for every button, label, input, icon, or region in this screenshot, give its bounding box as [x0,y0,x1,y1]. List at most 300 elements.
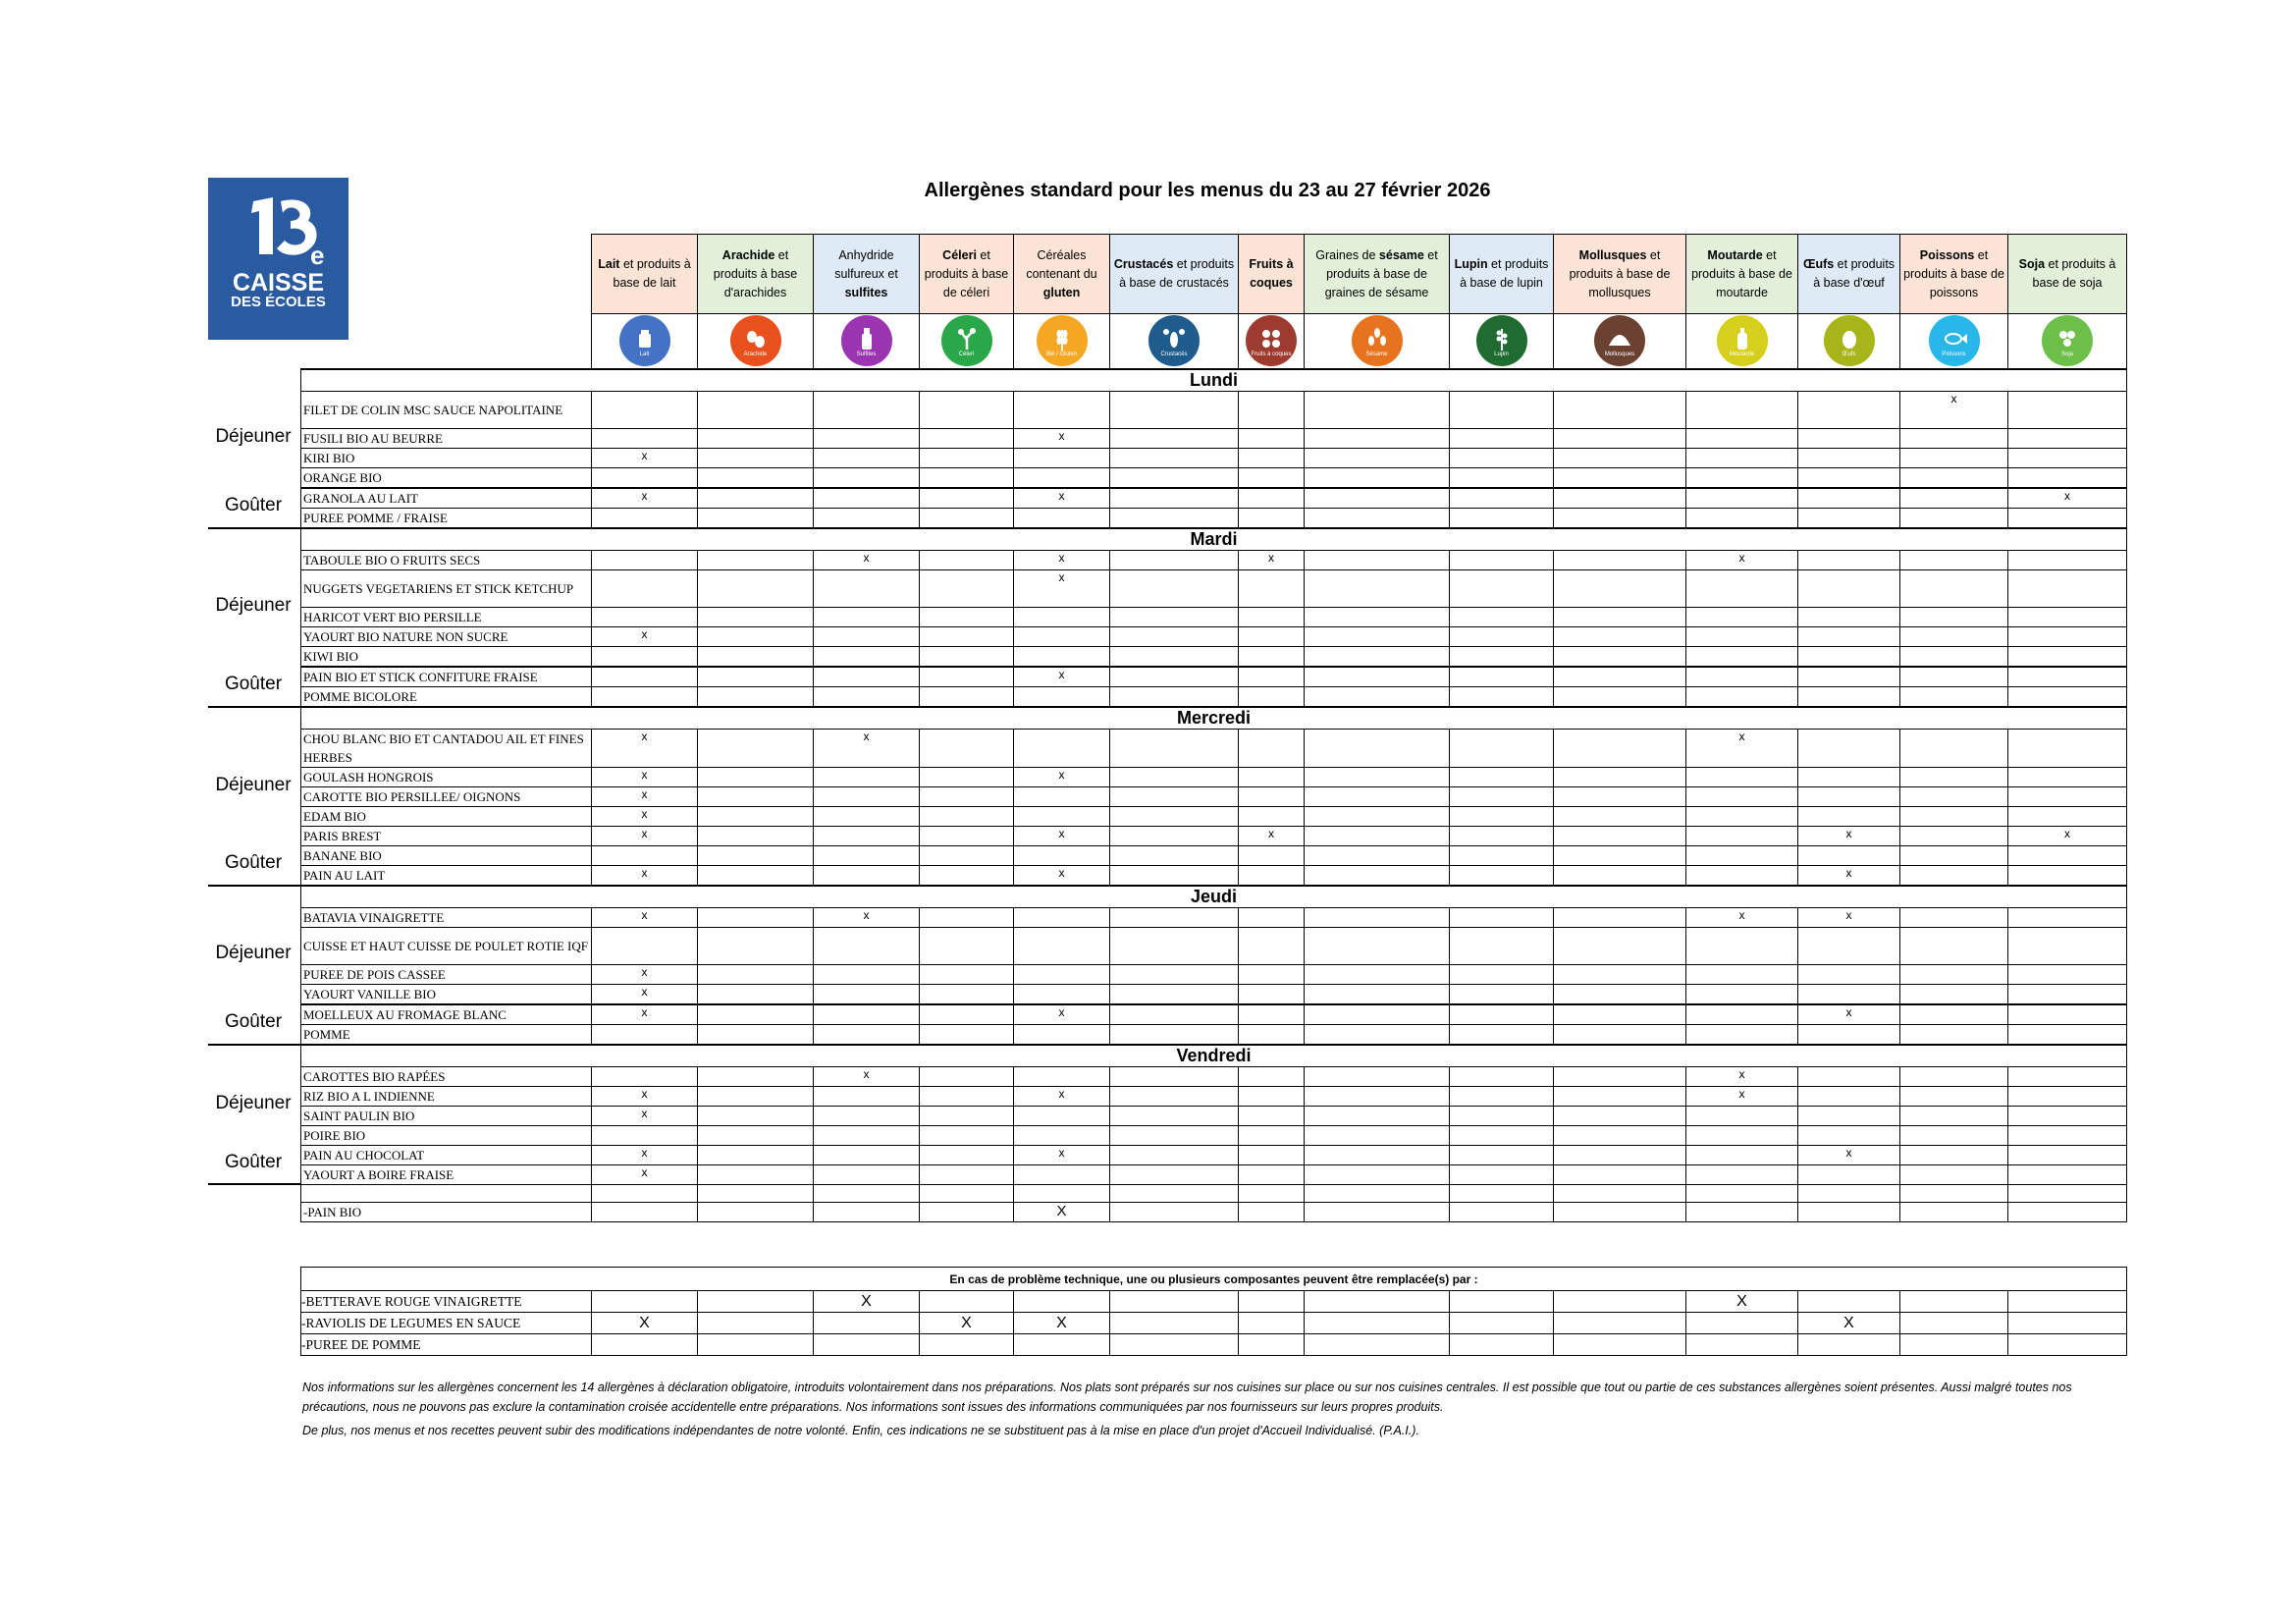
empty-cell [920,646,1014,667]
empty-cell [814,1313,920,1334]
empty-cell [1305,767,1450,786]
empty-cell [1305,1334,1450,1356]
empty-cell [1110,845,1239,865]
allergen-mark-poissons: x [1900,391,2008,428]
empty-cell [698,984,814,1004]
empty-cell [1014,1024,1110,1045]
allergen-icon-cell-mollusques [1554,314,1686,369]
table-row [301,391,2127,428]
empty-cell [814,1145,920,1164]
empty-cell [1900,467,2008,488]
empty-cell [814,646,920,667]
empty-cell [1014,907,1110,927]
empty-cell [592,686,698,707]
table-row [301,806,2127,826]
empty-cell [698,927,814,964]
day-header-row [301,528,2127,551]
menu-item-label: PUREE DE POIS CASSEE [301,964,592,984]
logo-line2: DES ÉCOLES [231,294,326,310]
empty-cell [920,1291,1014,1313]
empty-cell [1554,488,1686,509]
empty-cell [1554,448,1686,467]
allergen-header-sulfites [814,235,920,314]
empty-cell [814,826,920,845]
empty-cell [1239,1024,1305,1045]
allergen-mark-gluten: x [1014,569,1110,607]
empty-cell [1900,1313,2008,1334]
allergen-post: et produits à base d'œuf [1813,257,1896,290]
empty-cell [698,1334,814,1356]
empty-cell [1900,488,2008,509]
allergen-icon-cell-oeufs [1798,314,1900,369]
empty-cell [1014,391,1110,428]
empty-cell [2008,1291,2127,1313]
allergen-name: Crustacés [1113,257,1174,271]
table-row [301,448,2127,467]
table-row [301,767,2127,786]
empty-cell [1239,927,1305,964]
empty-cell [1798,550,1900,569]
allergen-name: Œufs [1802,257,1835,271]
empty-cell [2008,1145,2127,1164]
allergen-name: Moutarde [1707,247,1763,262]
empty-cell [1305,927,1450,964]
empty-cell [1450,1024,1554,1045]
empty-cell [1239,1066,1305,1086]
empty-cell [1900,1086,2008,1106]
empty-cell [1686,428,1798,448]
empty-cell [814,569,920,607]
empty-cell [1900,767,2008,786]
icon-label: Mollusques [1604,351,1635,357]
allergen-header-lait [592,235,698,314]
empty-cell [698,467,814,488]
empty-cell [1239,448,1305,467]
empty-cell [1239,1106,1305,1125]
empty-cell [1110,1291,1239,1313]
empty-cell [1450,1313,1554,1334]
empty-cell [698,729,814,767]
empty-cell [698,1313,814,1334]
icon-label: Arachide [743,351,768,357]
empty-cell [1110,1086,1239,1106]
empty-cell [1239,786,1305,806]
empty-cell [698,1024,814,1045]
allergen-mark-lait: x [592,1164,698,1184]
empty-cell [592,1202,698,1221]
allergen-header-fruits_coques [1239,235,1305,314]
allergen-mark-lait: x [592,806,698,826]
empty-cell [1900,865,2008,886]
empty-cell [1305,686,1450,707]
empty-cell [920,607,1014,626]
allergen-mark-lait: x [592,1004,698,1025]
empty-cell [1110,391,1239,428]
empty-cell [814,1024,920,1045]
empty-cell [698,1125,814,1145]
icon-label: Moutarde [1729,351,1755,357]
allergen-header-crustaces [1110,235,1239,314]
empty-cell [2008,1164,2127,1184]
empty-cell [1450,964,1554,984]
empty-cell [920,1024,1014,1045]
empty-cell [1900,667,2008,687]
empty-cell [920,845,1014,865]
menu-item-label: PARIS BREST [301,826,592,845]
allergen-mark-celeri: X [920,1313,1014,1334]
menu-item-label: NUGGETS VEGETARIENS ET STICK KETCHUP [301,569,592,607]
icon-label: Crustacés [1160,351,1188,357]
allergen-post: et produits à base de lait [613,257,691,290]
empty-cell [1305,391,1450,428]
allergen-mark-sulfites: X [814,1291,920,1313]
empty-cell [1110,1145,1239,1164]
empty-cell [1686,626,1798,646]
allergen-mark-soja: x [2008,488,2127,509]
allergen-mark-gluten: x [1014,1145,1110,1164]
empty-cell [814,1164,920,1184]
allergen-mark-oeufs: x [1798,1145,1900,1164]
empty-cell [592,1184,698,1202]
empty-cell [592,1024,698,1045]
allergen-name: gluten [1042,285,1081,299]
empty-cell [2008,964,2127,984]
meal-label-gouter: Goûter [224,1152,283,1172]
empty-cell [1014,927,1110,964]
empty-cell [1305,569,1450,607]
empty-cell [920,729,1014,767]
empty-cell [1305,467,1450,488]
empty-cell [2008,508,2127,528]
menu-item-label: CUISSE ET HAUT CUISSE DE POULET ROTIE IQF [301,927,592,964]
empty-cell [2008,1004,2127,1025]
nuts-icon [1246,315,1297,366]
empty-cell [1110,448,1239,467]
empty-cell [1239,607,1305,626]
empty-cell [1686,1184,1798,1202]
table-row [301,1066,2127,1086]
empty-cell [1900,927,2008,964]
empty-cell [1239,1004,1305,1025]
empty-cell [1014,729,1110,767]
allergen-mark-gluten: x [1014,767,1110,786]
empty-cell [1798,508,1900,528]
empty-cell [1110,1066,1239,1086]
empty-cell [592,508,698,528]
menu-item-label: -RAVIOLIS DE LEGUMES EN SAUCE [301,1313,592,1334]
empty-cell [814,607,920,626]
empty-cell [592,927,698,964]
allergen-post: et produits à base de lupin [1460,257,1549,290]
table-row [301,569,2127,607]
empty-cell [2008,1024,2127,1045]
allergen-name: Lait [598,257,620,271]
allergen-icon-cell-lait [592,314,698,369]
allergen-post: et produits à base de graines de sésame [1324,247,1438,299]
empty-cell [1686,569,1798,607]
empty-cell [1014,1184,1110,1202]
allergen-mark-lait: x [592,826,698,845]
empty-cell [1554,1184,1686,1202]
table-row [301,550,2127,569]
empty-cell [1110,1004,1239,1025]
empty-cell [1450,1145,1554,1164]
empty-cell [814,1004,920,1025]
menu-item-label: POMME [301,1024,592,1045]
empty-cell [1900,508,2008,528]
empty-cell [698,907,814,927]
allergen-mark-gluten: X [1014,1313,1110,1334]
table-row [301,1202,2127,1221]
empty-cell [1014,1291,1110,1313]
empty-cell [1014,786,1110,806]
empty-cell [2008,806,2127,826]
empty-cell [1450,448,1554,467]
empty-cell [1900,1164,2008,1184]
empty-cell [1239,1291,1305,1313]
table-row [301,1184,2127,1202]
day-header-row [301,1045,2127,1067]
empty-cell [1110,607,1239,626]
empty-cell [1798,391,1900,428]
meal-label-dejeuner: Déjeuner [215,943,292,964]
icon-label: Lait [639,351,650,357]
empty-cell [814,964,920,984]
empty-cell [592,391,698,428]
empty-cell [814,927,920,964]
allergen-name: Arachide [721,247,775,262]
empty-cell [1014,1334,1110,1356]
empty-cell [1686,1164,1798,1184]
empty-cell [1686,1004,1798,1025]
empty-cell [1798,927,1900,964]
allergen-header-gluten [1014,235,1110,314]
allergen-mark-lait: x [592,729,698,767]
table-row [301,984,2127,1004]
menu-item-label: BATAVIA VINAIGRETTE [301,907,592,927]
empty-cell [920,391,1014,428]
empty-cell [1450,391,1554,428]
empty-cell [698,767,814,786]
allergen-mark-sulfites: x [814,1066,920,1086]
empty-cell [1110,686,1239,707]
empty-cell [1686,927,1798,964]
allergen-mark-moutarde: x [1686,1086,1798,1106]
menu-item-label: CAROTTES BIO RAPÉES [301,1066,592,1086]
empty-cell [1450,1291,1554,1313]
empty-cell [1900,907,2008,927]
empty-cell [814,467,920,488]
allergen-header-moutarde [1686,235,1798,314]
empty-cell [1900,1125,2008,1145]
empty-cell [1686,865,1798,886]
empty-cell [1239,1086,1305,1106]
day-name: Jeudi [301,886,2127,908]
allergen-mark-oeufs: X [1798,1313,1900,1334]
logo-line1: CAISSE [232,269,325,297]
empty-cell [1305,729,1450,767]
empty-cell [2008,448,2127,467]
empty-cell [1554,1125,1686,1145]
menu-item-label: HARICOT VERT BIO PERSILLE [301,607,592,626]
empty-cell [592,845,698,865]
empty-cell [1900,729,2008,767]
empty-cell [1239,467,1305,488]
empty-cell [814,686,920,707]
empty-cell [920,667,1014,687]
empty-cell [1305,550,1450,569]
empty-cell [698,845,814,865]
empty-cell [814,1202,920,1221]
allergen-mark-lait: x [592,1145,698,1164]
empty-cell [2008,686,2127,707]
empty-cell [2008,865,2127,886]
menu-item-label: KIWI BIO [301,646,592,667]
empty-cell [1239,907,1305,927]
empty-cell [1798,646,1900,667]
empty-cell [1110,767,1239,786]
empty-cell [1798,806,1900,826]
empty-cell [1110,729,1239,767]
empty-cell [2008,729,2127,767]
empty-cell [1450,729,1554,767]
empty-cell [2008,391,2127,428]
empty-cell [1110,488,1239,509]
empty-cell [1686,1202,1798,1221]
empty-cell [1450,1004,1554,1025]
empty-cell [1305,1125,1450,1145]
table-row [301,1086,2127,1106]
allergen-post: et produits à base de mollusques [1569,247,1671,299]
empty-cell [920,508,1014,528]
day-separator-line [208,706,300,708]
empty-cell [1450,1184,1554,1202]
mustard-icon [1717,315,1768,366]
empty-cell [1554,907,1686,927]
empty-cell [1554,1004,1686,1025]
empty-cell [920,1125,1014,1145]
empty-cell [1900,845,2008,865]
empty-cell [698,1184,814,1202]
empty-cell [1014,964,1110,984]
empty-cell [814,1334,920,1356]
allergen-mark-lait: x [592,984,698,1004]
day-separator-line [208,527,300,529]
empty-cell [1014,1125,1110,1145]
empty-cell [1554,607,1686,626]
empty-cell [814,667,920,687]
empty-cell [1239,845,1305,865]
empty-cell [1110,467,1239,488]
empty-cell [2008,984,2127,1004]
empty-cell [1014,806,1110,826]
empty-cell [1239,767,1305,786]
empty-cell [1686,391,1798,428]
empty-cell [1686,467,1798,488]
empty-cell [1900,1145,2008,1164]
empty-cell [1900,806,2008,826]
empty-cell [1554,1086,1686,1106]
empty-cell [698,448,814,467]
empty-cell [1900,607,2008,626]
empty-cell [1239,1334,1305,1356]
empty-cell [592,569,698,607]
empty-cell [1110,1313,1239,1334]
day-header-row [301,707,2127,730]
empty-cell [2008,569,2127,607]
empty-cell [1450,646,1554,667]
empty-cell [1554,767,1686,786]
empty-cell [1450,767,1554,786]
menu-item-label: -PAIN BIO [301,1202,592,1221]
empty-cell [1900,626,2008,646]
empty-cell [1110,1125,1239,1145]
empty-cell [1798,467,1900,488]
empty-cell [1900,1291,2008,1313]
empty-cell [814,508,920,528]
empty-cell [1014,686,1110,707]
allergen-table [300,234,2127,1222]
empty-cell [2008,467,2127,488]
empty-cell [2008,927,2127,964]
empty-cell [1450,626,1554,646]
allergen-mark-lait: x [592,626,698,646]
empty-cell [1900,786,2008,806]
meal-label-dejeuner: Déjeuner [215,595,292,617]
empty-cell [1239,488,1305,509]
allergen-mark-gluten: x [1014,1004,1110,1025]
empty-cell [814,626,920,646]
empty-cell [1554,550,1686,569]
empty-cell [814,1125,920,1145]
empty-cell [1110,806,1239,826]
empty-cell [1798,1291,1900,1313]
empty-cell [1305,984,1450,1004]
empty-cell [1686,508,1798,528]
day-name: Mardi [301,528,2127,551]
table-row [301,1164,2127,1184]
allergen-mark-moutarde: x [1686,729,1798,767]
empty-cell [814,865,920,886]
empty-cell [920,1086,1014,1106]
empty-cell [1686,686,1798,707]
empty-cell [1900,1004,2008,1025]
empty-cell [1110,667,1239,687]
allergen-mark-oeufs: x [1798,907,1900,927]
icon-label: Sulfites [856,351,877,357]
empty-cell [1554,1313,1686,1334]
empty-cell [1305,1184,1450,1202]
allergen-header-mollusques [1554,235,1686,314]
page-title: Allergènes standard pour les menus du 23 au 27 février 2026 [924,180,1491,201]
empty-cell [1239,391,1305,428]
meal-label-gouter: Goûter [224,852,283,874]
menu-item-label: SAINT PAULIN BIO [301,1106,592,1125]
meal-label-gouter: Goûter [224,495,283,515]
empty-cell [2008,767,2127,786]
empty-cell [1900,686,2008,707]
allergen-header-poissons [1900,235,2008,314]
menu-item-label: YAOURT BIO NATURE NON SUCRE [301,626,592,646]
allergen-pre: Anhydride sulfureux et [834,247,898,281]
empty-cell [2008,607,2127,626]
empty-cell [1014,1164,1110,1184]
allergen-mark-gluten: x [1014,1086,1110,1106]
allergen-icon-cell-moutarde [1686,314,1798,369]
allergen-post: et produits à base de poissons [1903,247,2004,299]
empty-cell [920,1184,1014,1202]
empty-cell [1798,607,1900,626]
